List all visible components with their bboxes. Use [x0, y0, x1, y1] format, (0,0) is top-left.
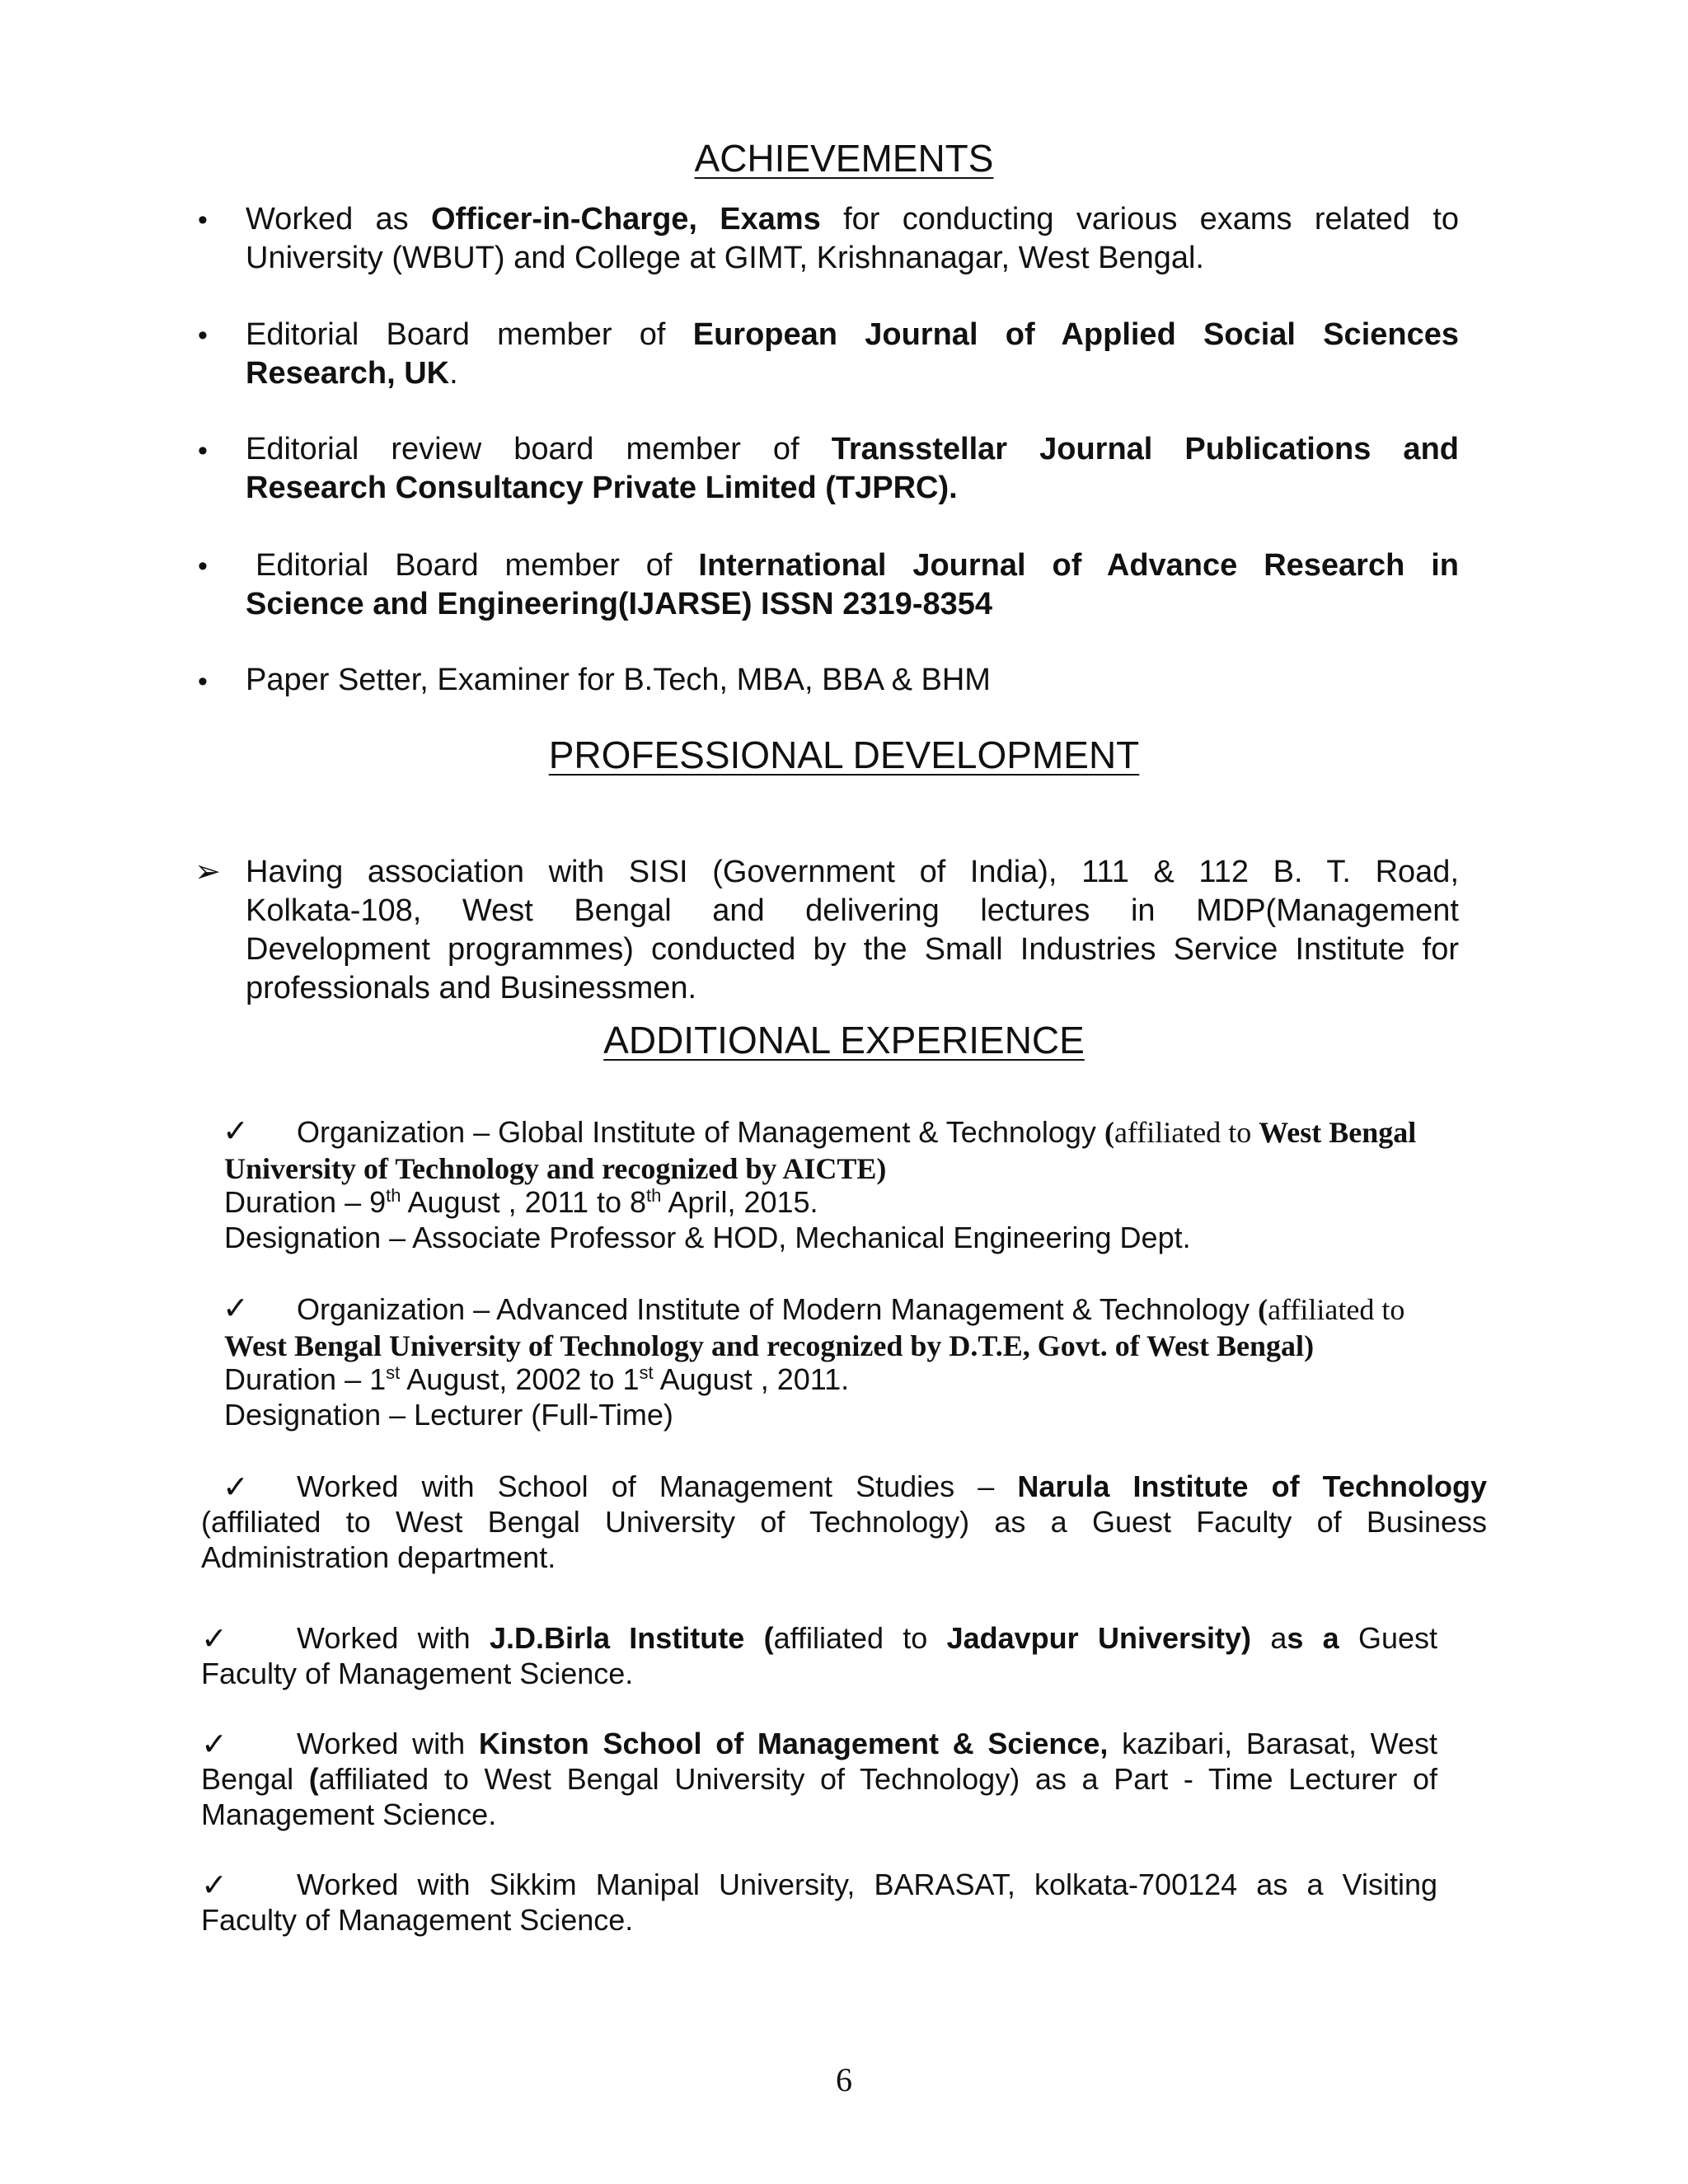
- experience-item: Worked with School of Management Studies – Narula Institute of Technology (affiliated to West Bengal University of Technology) as a Guest Faculty of Business Administration department.: [201, 1469, 1487, 1574]
- experience-item: Worked with Sikkim Manipal University, BARASAT, kolkata-700124 as a Visiting Faculty of Management Science.: [201, 1868, 1437, 1937]
- experience-affiliation: West Bengal University of Technology and recognized by D.T.E, Govt. of West Bengal): [224, 1329, 1315, 1362]
- bullet-icon: •: [198, 435, 208, 466]
- experience-affiliation: University of Technology and recognized by AICTE): [224, 1152, 887, 1185]
- bullet-icon: •: [198, 666, 208, 697]
- check-icon: ✓: [223, 1114, 249, 1149]
- professional-item: Having association with SISI (Government of India), 111 & 112 B. T. Road, Kolkata-108, West Bengal and delivering lectures in MDP(Management Development programmes) conducted by the Small Industries Service Institute for professionals and Businessmen.: [246, 855, 1459, 1005]
- check-icon: ✓: [201, 1868, 227, 1903]
- check-icon: ✓: [223, 1470, 249, 1505]
- check-icon: ✓: [223, 1291, 249, 1326]
- achievement-item: Editorial review board member of Transstellar Journal Publications and Research Consultancy Private Limited (TJPRC).: [246, 432, 1459, 505]
- experience-item: Worked with Kinston School of Management & Science, kazibari, Barasat, West Bengal (affiliated to West Bengal University of Technology) as a Part - Time Lecturer of Management Science.: [201, 1727, 1437, 1831]
- achievement-item: Editorial Board member of European Journal of Applied Social Sciences Research, UK.: [246, 317, 1459, 391]
- experience-org-line: Organization – Advanced Institute of Modern Management & Technology (affiliated to: [297, 1292, 1405, 1326]
- bullet-icon: •: [198, 551, 208, 582]
- check-icon: ✓: [201, 1622, 227, 1657]
- achievements-heading: ACHIEVEMENTS: [694, 137, 994, 180]
- achievement-item: Editorial Board member of International Journal of Advance Research in Science and Engineering(IJARSE) ISSN 2319-8354: [246, 548, 1459, 621]
- additional-heading: ADDITIONAL EXPERIENCE: [603, 1019, 1085, 1062]
- check-icon: ✓: [201, 1727, 227, 1762]
- experience-org-line: Organization – Global Institute of Management & Technology (affiliated to West Bengal: [297, 1115, 1417, 1149]
- professional-heading: PROFESSIONAL DEVELOPMENT: [548, 733, 1140, 776]
- experience-duration: Duration – 1st August, 2002 to 1st August , 2011.: [224, 1362, 850, 1396]
- achievement-item: Worked as Officer-in-Charge, Exams for conducting various exams related to University (WBUT) and College at GIMT, Krishnanagar, West Bengal.: [246, 202, 1460, 275]
- experience-duration: Duration – 9th August , 2011 to 8th April, 2015.: [224, 1185, 818, 1219]
- bullet-icon: •: [198, 320, 208, 351]
- experience-item: Worked with J.D.Birla Institute (affiliated to Jadavpur University) as a Guest Faculty of Management Science.: [201, 1621, 1438, 1690]
- arrow-bullet-icon: ➢: [195, 855, 221, 889]
- bullet-icon: •: [198, 204, 208, 236]
- achievement-item: Paper Setter, Examiner for B.Tech, MBA, BBA & BHM: [246, 663, 991, 697]
- experience-designation: Designation – Associate Professor & HOD, Mechanical Engineering Dept.: [224, 1221, 1191, 1254]
- page-number: 6: [836, 2061, 852, 2098]
- experience-designation: Designation – Lecturer (Full-Time): [224, 1398, 673, 1432]
